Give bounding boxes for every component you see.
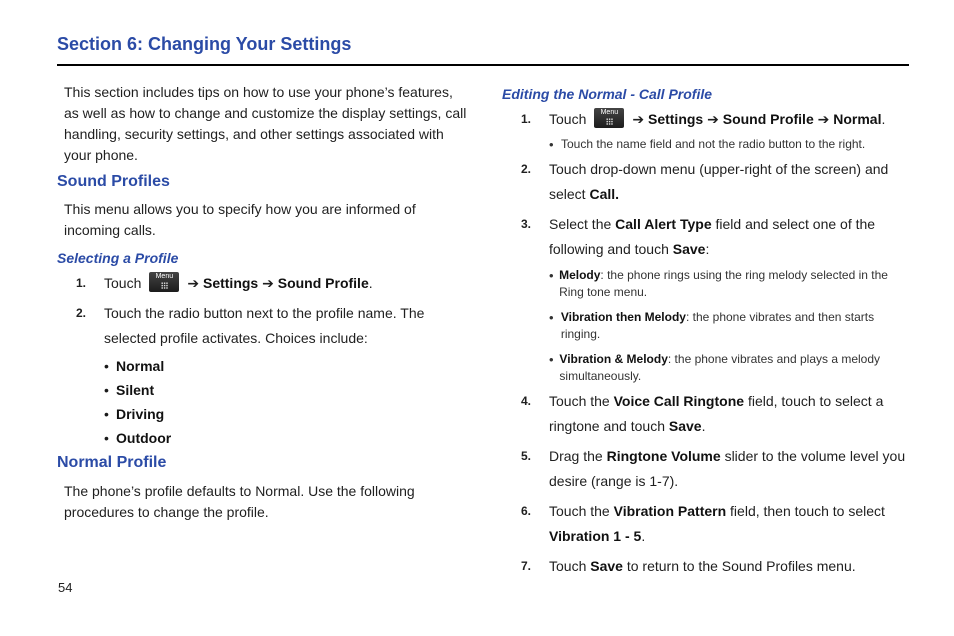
list-item: • Normal xyxy=(104,358,165,374)
left-column xyxy=(57,82,467,523)
selecting-profile-heading: Selecting a Profile xyxy=(57,250,179,266)
normal-profile-text: The phone’s profile defaults to Normal. Use the following procedures to change the profile. xyxy=(64,483,415,520)
edit-step-4: 4. Touch the Voice Call Ringtone field, touch to select a ringtone and touch Save. xyxy=(502,389,912,439)
step-text: Touch xyxy=(104,275,142,291)
sound-profile-label: Sound Profile xyxy=(722,111,814,127)
list-item: • Touch the name field and not the radio button to the right. xyxy=(549,137,866,152)
list-item: • Vibration & Melody: the phone vibrates and plays a melody simultaneously. xyxy=(549,352,881,383)
section-title: Section 6: Changing Your Settings xyxy=(57,34,352,54)
sound-profiles-text: This menu allows you to specify how you are informed of incoming calls. xyxy=(64,201,416,238)
step-number: 1. xyxy=(521,112,532,126)
menu-key-icon: Menu xyxy=(149,272,179,292)
right-column xyxy=(502,82,912,579)
step-text: Touch the radio button next to the profile name. The selected profile activates. Choices include: xyxy=(104,305,425,346)
list-item: • Melody: the phone rings using the ring melody selected in the Ring tone menu. xyxy=(549,268,888,299)
select-step-2 xyxy=(57,301,467,351)
step-number: 4. xyxy=(521,394,532,408)
arrow-icon: ➔ xyxy=(632,111,645,127)
arrow-icon: ➔ xyxy=(187,275,200,291)
arrow-icon: ➔ xyxy=(817,111,830,127)
normal-label: Normal xyxy=(833,111,882,127)
title-rule xyxy=(57,64,909,66)
arrow-icon: ➔ xyxy=(707,111,719,127)
list-item: • Silent xyxy=(104,382,155,398)
arrow-icon: ➔ xyxy=(262,275,274,291)
step-number: 2. xyxy=(521,162,532,176)
menu-key-icon: Menu xyxy=(594,108,624,128)
intro-paragraph: This section includes tips on how to use your phone’s features, as well as how to change and customize the display settings, call handling, security settings, and other settings associated with your phone. xyxy=(64,84,467,163)
step-number: 2. xyxy=(76,306,87,320)
choices-list xyxy=(57,354,467,450)
edit-step-6: 6. Touch the Vibration Pattern field, then touch to select Vibration 1 - 5. xyxy=(502,499,912,549)
select-step-1: 1. Touch Menu ➔ Settings ➔ Sound Profile. xyxy=(57,271,467,296)
settings-label: Settings xyxy=(202,275,259,291)
step-number: 7. xyxy=(521,559,532,573)
edit-step-2: 2. Touch drop-down menu (upper-right of the screen) and select Call. xyxy=(502,157,912,207)
editing-heading: Editing the Normal - Call Profile xyxy=(502,86,713,102)
page-number: 54 xyxy=(58,580,73,595)
step-text: Touch xyxy=(549,111,587,127)
settings-label: Settings xyxy=(647,111,704,127)
list-item: • Outdoor xyxy=(104,430,172,446)
list-item: • Driving xyxy=(104,406,165,422)
edit-step-5: 5. Drag the Ringtone Volume slider to the volume level you desire (range is 1-7). xyxy=(502,444,912,494)
edit-step-1: 1. Touch Menu ➔ Settings ➔ Sound Profile ➔ Normal. xyxy=(502,107,912,132)
sound-profile-label: Sound Profile xyxy=(277,275,369,291)
list-item: • Vibration then Melody: the phone vibrates and then starts ringing. xyxy=(549,310,875,341)
normal-profile-heading: Normal Profile xyxy=(57,454,167,471)
sound-profiles-heading: Sound Profiles xyxy=(57,173,170,190)
step-number: 3. xyxy=(521,217,532,231)
edit-step-7: 7. Touch Save to return to the Sound Profiles menu. xyxy=(502,554,912,579)
step-number: 5. xyxy=(521,449,532,463)
step-number: 1. xyxy=(76,276,87,290)
edit-step-3: 3. Select the Call Alert Type field and select one of the following and touch Save: xyxy=(502,212,912,262)
step-number: 6. xyxy=(521,504,532,518)
